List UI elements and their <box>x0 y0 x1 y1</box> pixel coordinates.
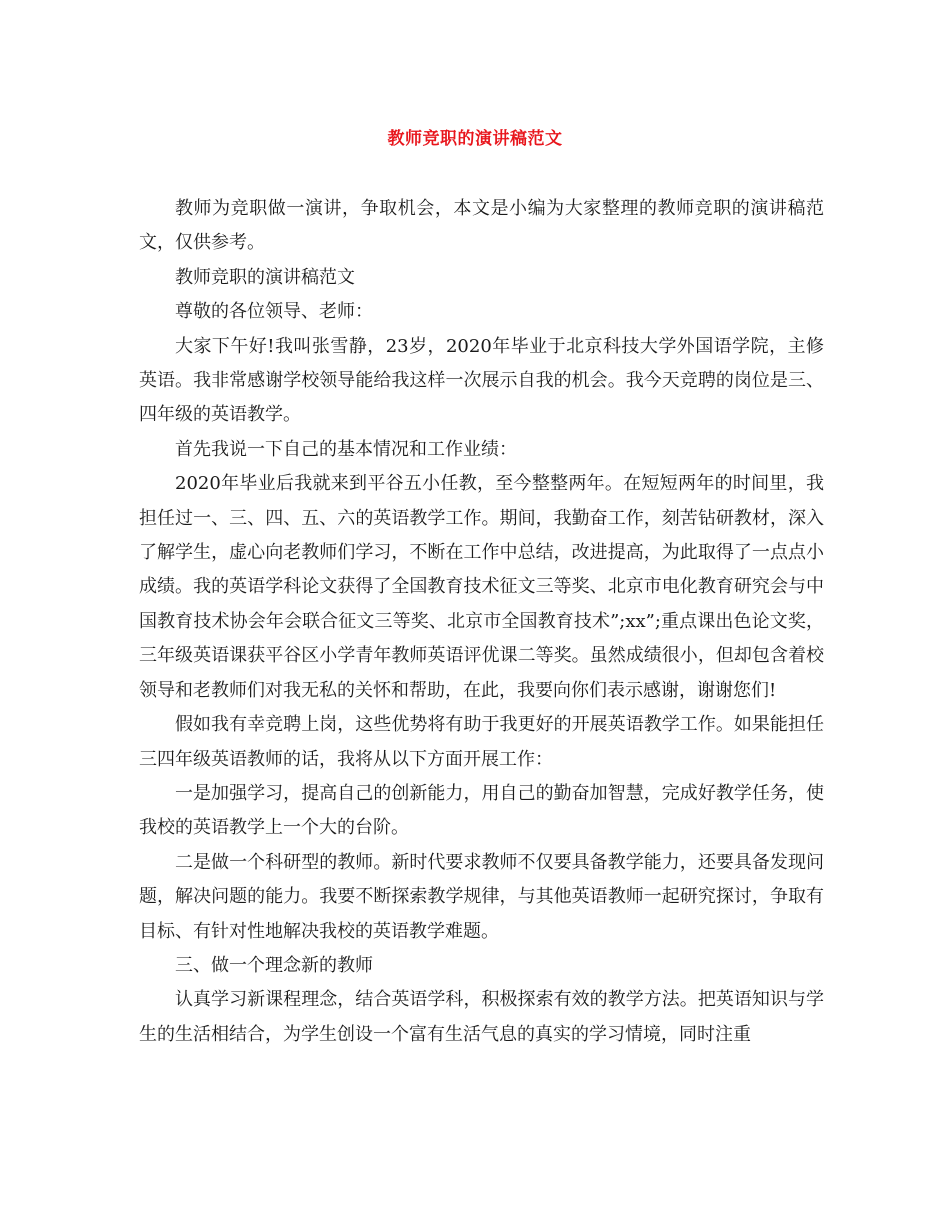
paragraph-achievements: 2020年毕业后我就来到平谷五小任教，至今整整两年。在短短两年的时间里，我担任过一、三、四、五、六的英语教学工作。期间，我勤奋工作，刻苦钻研教材，深入了解学生，虚心向老教师们学习，不断在工作中总结，改进提高，为此取得了一点点小成绩。我的英语学科论文获得了全国教育技术征文三等奖、北京市电化教育研究会与中国教育技术协会年会联合征文三等奖、北京市全国教育技术”;xx”;重点课出色论文奖，三年级英语课获平谷区小学青年教师英语评优课二等奖。虽然成绩很小，但却包含着校领导和老教师们对我无私的关怀和帮助，在此，我要向你们表示感谢，谢谢您们! <box>139 473 824 701</box>
paragraph-intro: 教师为竞职做一演讲，争取机会，本文是小编为大家整理的教师竞职的演讲稿范文，仅供参考。 <box>139 198 824 254</box>
paragraph-subtitle: 教师竞职的演讲稿范文 <box>175 266 355 288</box>
paragraph-plan-two: 二是做一个科研型的教师。新时代要求教师不仅要具备教学能力，还要具备发现问题，解决问题的能力。我要不断探索教学规律，与其他英语教师一起研究探讨，争取有目标、有针对性地解决我校的英语教学难题。 <box>139 851 824 942</box>
paragraph-plan-three-heading: 三、做一个理念新的教师 <box>175 954 373 976</box>
paragraph-plan-one: 一是加强学习，提高自己的创新能力，用自己的勤奋加智慧，完成好教学任务，使我校的英语教学上一个大的台阶。 <box>139 782 824 839</box>
paragraph-plan-lead: 假如我有幸竞聘上岗，这些优势将有助于我更好的开展英语教学工作。如果能担任三四年级英语教师的话，我将从以下方面开展工作： <box>139 714 824 770</box>
paragraph-salutation: 尊敬的各位领导、老师： <box>175 301 373 323</box>
paragraph-background-lead: 首先我说一下自己的基本情况和工作业绩： <box>175 438 517 460</box>
paragraph-plan-three: 认真学习新课程理念，结合英语学科，积极探索有效的教学方法。把英语知识与学生的生活相结合，为学生创设一个富有生活气息的真实的学习情境，同时注重 <box>139 989 824 1045</box>
paragraph-greeting: 大家下午好!我叫张雪静，23岁，2020年毕业于北京科技大学外国语学院，主修英语。我非常感谢学校领导能给我这样一次展示自我的机会。我今天竞聘的岗位是三、四年级的英语教学。 <box>139 335 824 426</box>
document-title: 教师竞职的演讲稿范文 <box>387 129 563 149</box>
document-body <box>139 192 824 1052</box>
